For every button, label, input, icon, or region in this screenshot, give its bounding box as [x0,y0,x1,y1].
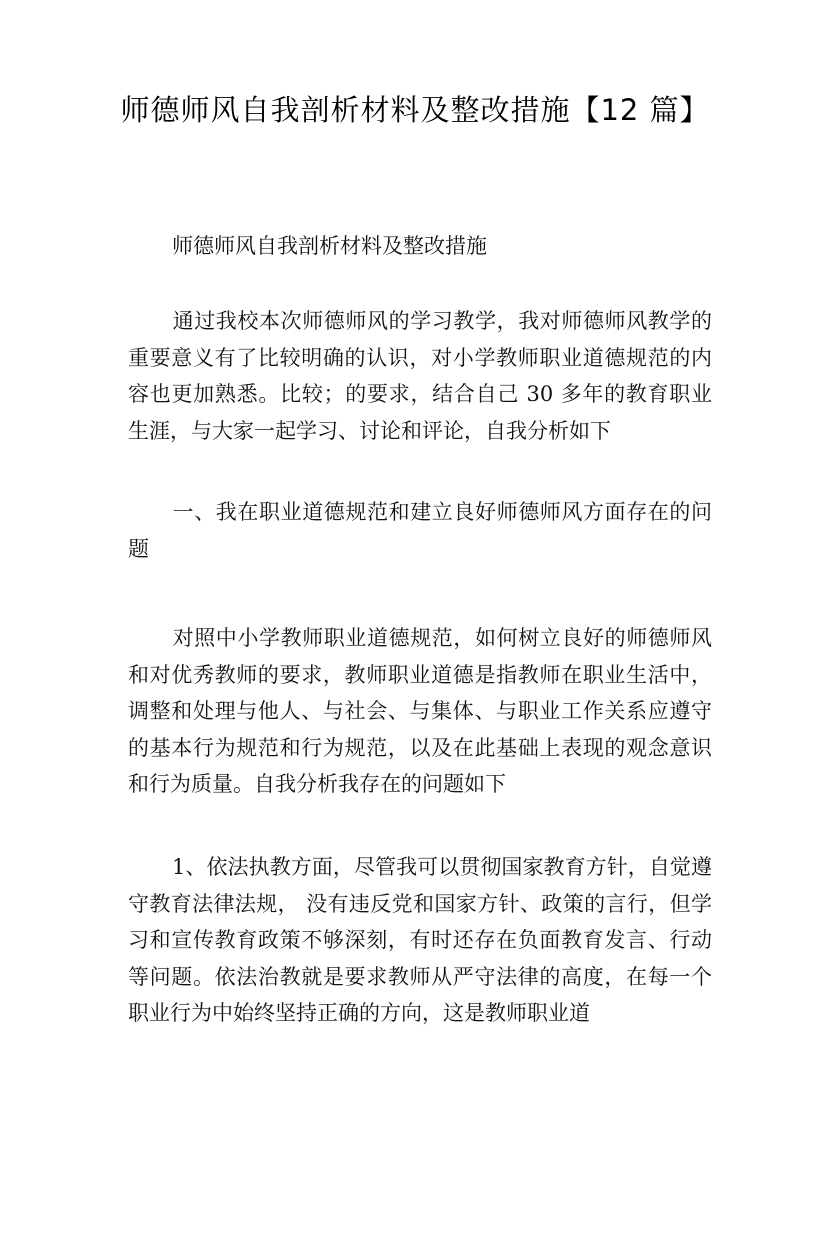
paragraph [128,620,712,803]
paragraph-text: 一、我在职业道德规范和建立良好师德师风方面存在的问题 [128,500,712,561]
paragraph-text: 通过我校本次师德师风的学习教学，我对师德师风教学的重要意义有了比较明确的认识，对小学教师职业道德规范的内容也更加熟悉。比较；的要求，结合自己 30 多年的教育职业生涯，与大家一起学习、讨论和评论，自我分析如下 [128,309,712,443]
paragraph-text: 对照中小学教师职业道德规范，如何树立良好的师德师风和对优秀教师的要求，教师职业道德是指教师在职业生活中，调整和处理与他人、与社会、与集体、与职业工作关系应遵守的基本行为规范和行为规范，以及在此基础上表现的观念意识和行为质量。自我分析我存在的问题如下 [128,626,712,796]
section-heading [128,494,712,567]
page-title: 师德师风自我剖析材料及整改措施【12 篇】 [120,93,710,127]
paragraph [128,303,712,449]
section-subtitle: 师德师风自我剖析材料及整改措施 [172,234,487,258]
paragraph [128,849,712,1032]
watermark [328,1003,631,1257]
paragraph-text: 1、依法执教方面，尽管我可以贯彻国家教育方针，自觉遵守教育法律法规， 没有违反党和国家方针、政策的言行，但学习和宣传教育政策不够深刻，有时还存在负面教育发言、行动等问题。依法治教就是要求教师从严守法律的高度，在每一个职业行为中始终坚持正确的方向，这是教师职业道 [128,855,712,1025]
